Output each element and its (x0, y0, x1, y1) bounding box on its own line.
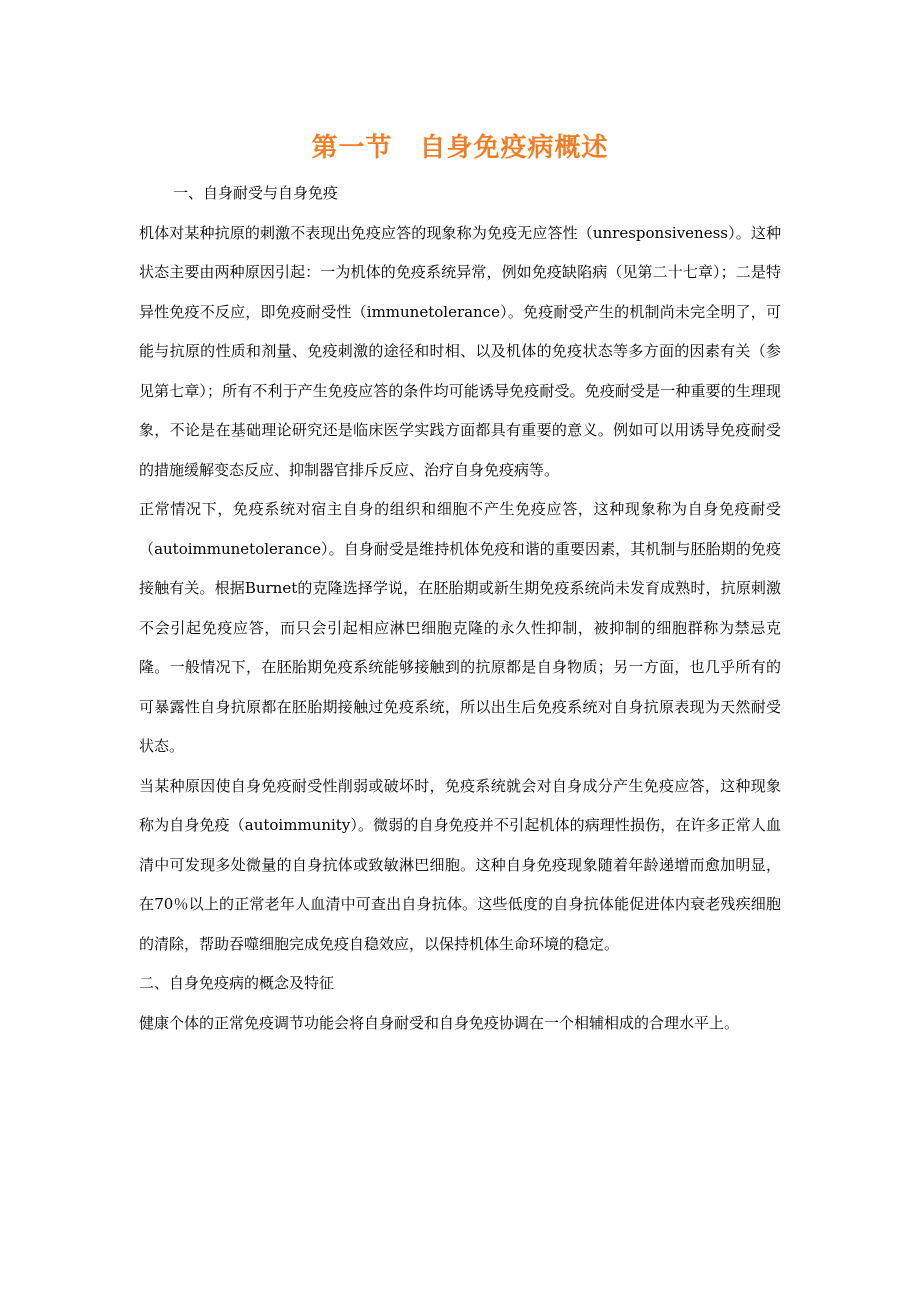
section-heading-2: 二、自身免疫病的概念及特征 (139, 974, 335, 992)
section-heading-1: 一、自身耐受与自身免疫 (173, 184, 339, 202)
paragraph-4: 健康个体的正常免疫调节功能会将自身耐受和自身免疫协调在一个相辅相成的合理水平上。 (139, 1013, 740, 1032)
document-body (139, 174, 781, 1043)
page-title: 第一节 自身免疫病概述 (311, 133, 609, 163)
paragraph-1: 机体对某种抗原的刺激不表现出免疫应答的现象称为免疫无应答性（unresponsiveness）。这种状态主要由两种原因引起：一为机体的免疫系统异常，例如免疫缺陷病（见第二十七章）；二是特异性免疫不反应，即免疫耐受性（immunetolerance）。免疫耐受产生的机制尚未完全明了，可能与抗原的性质和剂量、免疫刺激的途径和时相、以及机体的免疫状态等多方面的因素有关（参见第七章）；所有不利于产生免疫应答的条件均可能诱导免疫耐受。免疫耐受是一种重要的生理现象，不论是在基础理论研究还是临床医学实践方面都具有重要的意义。例如可以用诱导免疫耐受的措施缓解变态反应、抑制器官排斥反应、治疗自身免疫病等。 (139, 223, 781, 479)
paragraph-2: 正常情况下，免疫系统对宿主自身的组织和细胞不产生免疫应答，这种现象称为自身免疫耐受（autoimmunetolerance）。自身耐受是维持机体免疫和谐的重要因素，其机制与胚胎期的免疫接触有关。根据Burnet的克隆选择学说，在胚胎期或新生期免疫系统尚未发育成熟时，抗原刺激不会引起免疫应答，而只会引起相应淋巴细胞克隆的永久性抑制，被抑制的细胞群称为禁忌克隆。一般情况下，在胚胎期免疫系统能够接触到的抗原都是自身物质；另一方面，也几乎所有的可暴露性自身抗原都在胚胎期接触过免疫系统，所以出生后免疫系统对自身抗原表现为天然耐受状态。 (139, 500, 781, 755)
paragraph-3: 当某种原因使自身免疫耐受性削弱或破坏时，免疫系统就会对自身成分产生免疫应答，这种现象称为自身免疫（autoimmunity）。微弱的自身免疫并不引起机体的病理性损伤，在许多正常人血清中可发现多处微量的自身抗体或致敏淋巴细胞。这种自身免疫现象随着年龄递增而愈加明显，在70％以上的正常老年人血清中可查出自身抗体。这些低度的自身抗体能促进体内衰老残疾细胞的清除，帮助吞噬细胞完成免疫自稳效应，以保持机体生命环境的稳定。 (139, 776, 781, 953)
